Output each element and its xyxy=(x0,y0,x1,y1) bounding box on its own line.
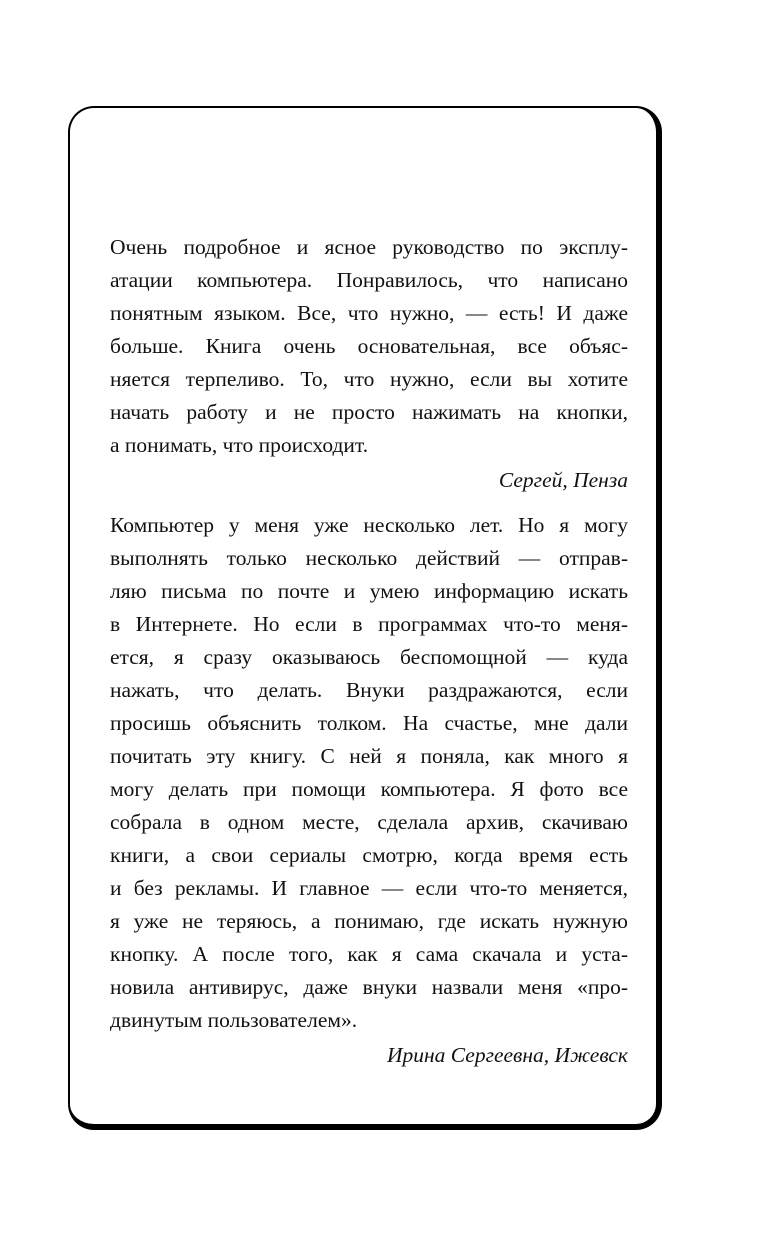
review-2 xyxy=(110,509,628,1072)
text-line: кнопку. А после того, как я сама скачала и уста- xyxy=(110,942,628,966)
text-line: в Интернете. Но если в программах что-то меня- xyxy=(110,612,628,636)
text-line: книги, а свои сериалы смотрю, когда время есть xyxy=(110,843,628,867)
text-line: а понимать, что происходит. xyxy=(110,433,369,457)
text-line: няется терпеливо. То, что нужно, если вы хотите xyxy=(110,367,628,391)
text-line: могу делать при помощи компьютера. Я фото все xyxy=(110,777,628,801)
review-1-text xyxy=(110,231,628,462)
text-line: собрала в одном месте, сделала архив, скачиваю xyxy=(110,810,628,834)
review-2-text xyxy=(110,509,628,1037)
text-line: понятным языком. Все, что нужно, — есть! И даже xyxy=(110,301,628,325)
text-line: Компьютер у меня уже несколько лет. Но я могу xyxy=(110,513,628,537)
text-line: я уже не теряюсь, а понимаю, где искать нужную xyxy=(110,909,628,933)
review-1 xyxy=(110,231,628,497)
text-line: ляю письма по почте и умею информацию искать xyxy=(110,579,628,603)
text-line: просишь объяснить толком. На счастье, мне дали xyxy=(110,711,628,735)
text-line: и без рекламы. И главное — если что-то меняется, xyxy=(110,876,628,900)
text-line: нажать, что делать. Внуки раздражаются, если xyxy=(110,678,628,702)
review-1-author: Сергей, Пенза xyxy=(498,468,628,492)
text-line: новила антивирус, даже внуки назвали меня «про- xyxy=(110,975,628,999)
text-line: больше. Книга очень основательная, все объяс- xyxy=(110,334,628,358)
text-line: начать работу и не просто нажимать на кнопки, xyxy=(110,400,628,424)
review-2-author: Ирина Сергеевна, Ижевск xyxy=(386,1043,628,1067)
text-line: выполнять только несколько действий — отправ- xyxy=(110,546,628,570)
text-line: атации компьютера. Понравилось, что написано xyxy=(110,268,628,292)
text-line: почитать эту книгу. С ней я поняла, как много я xyxy=(110,744,628,768)
text-line: ется, я сразу оказываюсь беспомощной — куда xyxy=(110,645,628,669)
text-line: Очень подробное и ясное руководство по эксплу- xyxy=(110,235,628,259)
text-line: двинутым пользователем». xyxy=(110,1008,358,1032)
